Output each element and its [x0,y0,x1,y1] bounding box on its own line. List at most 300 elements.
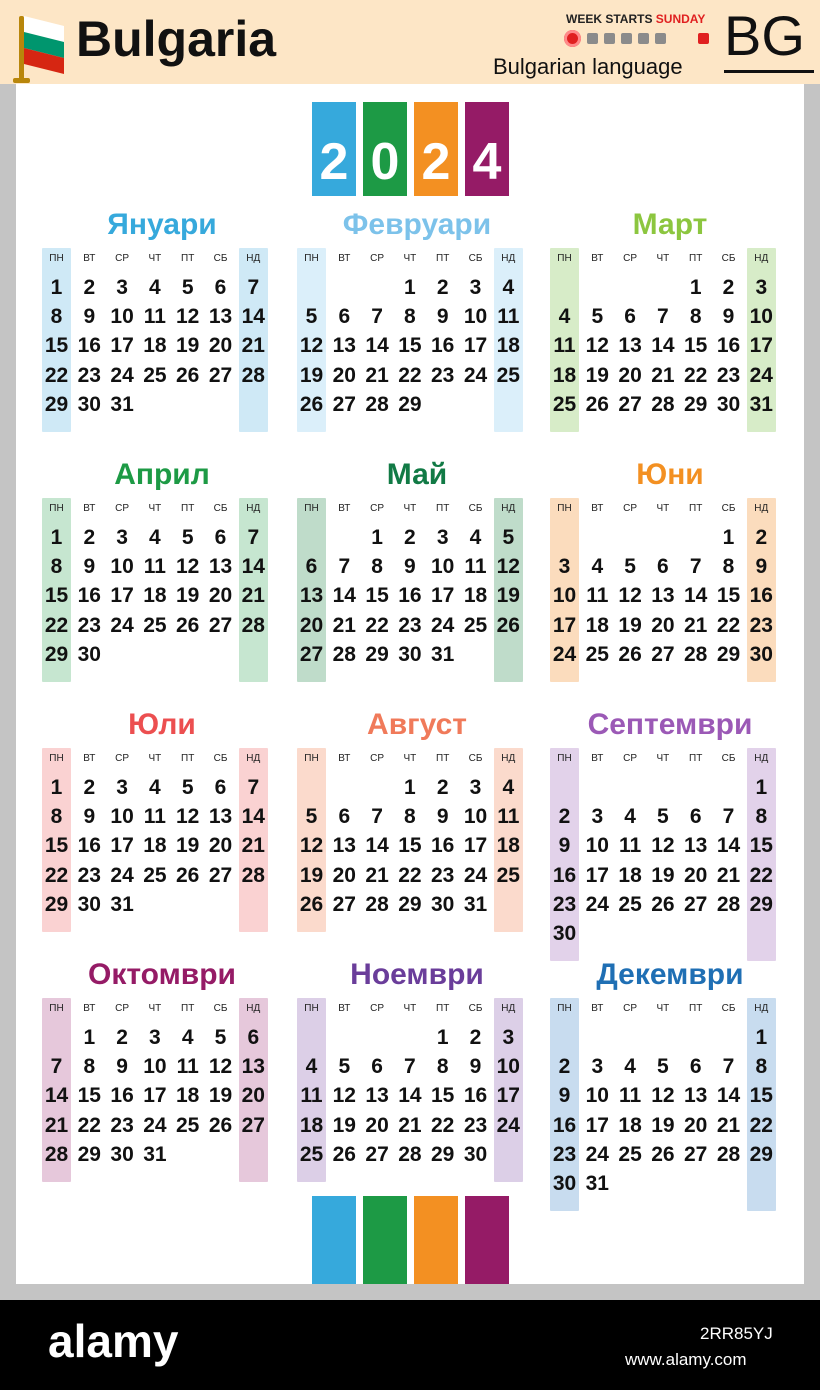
day-number: 24 [585,1142,609,1166]
day-number: 24 [143,1113,167,1137]
day-number: 26 [208,1113,233,1137]
day-number: 3 [591,805,604,829]
day-number: 13 [332,834,356,858]
weekday-header: НД [246,253,261,264]
day-number: 11 [143,805,166,829]
day-number: 18 [618,863,642,887]
bulgarian-flag-icon [24,16,64,74]
frame-right [804,84,820,1300]
day-number: 19 [332,1113,356,1137]
weekday-header: ПТ [181,1003,195,1014]
weekday-header: СБ [468,503,483,514]
day-number: 12 [176,555,200,579]
weekday-header: ВТ [83,503,96,514]
day-number: 20 [208,334,233,358]
weekday-header: ПТ [689,503,703,514]
weekday-header: НД [246,503,261,514]
day-number: 11 [176,1055,199,1079]
day-number: 17 [110,334,134,358]
day-number: 9 [469,1055,482,1079]
day-number: 6 [214,776,227,799]
day-number: 3 [558,555,571,579]
year-digit: 4 [465,102,509,196]
day-number: 12 [618,584,642,608]
weekday-header: СР [115,1003,130,1014]
day-number: 29 [365,642,389,666]
weekday-header: ПТ [436,1003,450,1014]
year-digit: 0 [363,102,407,196]
day-number: 17 [110,834,134,858]
day-number: 9 [83,555,96,579]
day-number: 27 [208,363,233,387]
day-number: 27 [241,1113,265,1137]
day-number: 24 [110,613,134,637]
day-number: 30 [110,1142,134,1166]
weekday-header: НД [501,503,516,514]
day-number: 20 [332,363,356,387]
weekday-header: НД [501,1003,516,1014]
day-number: 19 [651,1113,675,1137]
day-number: 9 [755,555,768,579]
day-number: 23 [110,1113,134,1137]
month-name: Юли [128,708,196,741]
day-number: 16 [398,584,422,608]
day-number: 29 [44,392,69,416]
day-number: 10 [585,1084,609,1108]
weekday-header: ПТ [436,503,450,514]
month-name: Ноември [350,958,484,991]
day-number: 8 [371,555,383,579]
day-number: 7 [689,555,702,579]
day-number: 7 [722,1055,735,1079]
weekday-header: ЧТ [656,503,670,514]
day-number: 29 [44,642,69,666]
day-number: 15 [398,834,422,858]
weekday-header: СР [370,253,385,264]
weekday-header: ПН [49,1003,64,1014]
day-number: 14 [241,805,265,829]
day-number: 14 [398,1084,422,1108]
day-number: 24 [463,863,488,887]
weekday-header: ПН [304,1003,319,1014]
day-number: 9 [83,305,96,329]
day-number: 23 [716,363,741,387]
weekday-header: ЧТ [148,1003,162,1014]
day-number: 22 [398,863,422,887]
day-number: 17 [585,863,609,887]
day-number: 1 [436,1026,449,1049]
day-number: 30 [398,642,422,666]
weekday-header: ПН [304,253,319,264]
month-name: Август [367,708,467,741]
site-url: www.alamy.com [625,1350,747,1369]
day-number: 15 [431,1084,455,1108]
day-number: 28 [365,392,389,416]
day-number: 14 [241,555,265,579]
week-dot [638,33,649,44]
day-number: 1 [755,1026,768,1049]
day-number: 20 [651,613,675,637]
day-number: 15 [398,334,422,358]
day-number: 9 [436,305,449,329]
day-number: 11 [618,834,642,858]
day-number: 30 [749,642,773,666]
day-number: 12 [208,1055,233,1079]
day-number: 22 [44,863,69,887]
week-starts-label [566,12,705,26]
day-number: 25 [143,363,167,387]
day-number: 23 [431,363,455,387]
weekday-header: ВТ [591,753,604,764]
week-starts-day: SUNDAY [655,12,706,26]
day-number: 8 [436,1055,449,1079]
weekday-header: ВТ [338,503,351,514]
day-number: 28 [651,392,675,416]
day-number: 18 [496,334,520,358]
day-number: 16 [431,334,455,358]
weekday-header: ПН [49,253,64,264]
day-number: 6 [305,555,318,579]
day-number: 5 [181,526,194,549]
day-number: 7 [247,276,260,299]
day-number: 15 [44,334,69,358]
week-dot [698,33,709,44]
day-number: 28 [398,1142,422,1166]
day-number: 14 [365,334,389,358]
day-number: 23 [431,863,455,887]
day-number: 30 [716,392,741,416]
bottom-color-block [414,1196,458,1284]
weekday-header: СР [115,753,130,764]
day-number: 14 [241,305,265,329]
day-number: 18 [143,334,167,358]
day-number: 27 [332,892,356,916]
week-starts-prefix: WEEK STARTS [566,12,656,26]
day-number: 22 [684,363,708,387]
day-number: 20 [208,834,233,858]
month-block [42,708,282,948]
month-name: Април [114,458,210,491]
weekday-header: ПТ [436,253,450,264]
day-number: 26 [496,613,520,637]
day-number: 29 [44,892,69,916]
day-number: 14 [716,834,741,858]
day-number: 15 [44,584,69,608]
day-number: 7 [338,555,351,579]
weekday-header: ПТ [181,253,195,264]
day-number: 17 [496,1084,520,1108]
day-number: 18 [552,363,577,387]
bottom-color-block [363,1196,407,1284]
day-number: 1 [404,776,416,799]
day-number: 31 [110,892,134,916]
day-number: 25 [143,863,167,887]
day-number: 13 [684,1084,708,1108]
day-number: 24 [552,642,577,666]
day-number: 30 [431,892,455,916]
day-number: 12 [176,805,200,829]
day-number: 21 [241,584,265,608]
day-number: 7 [371,805,383,829]
day-number: 17 [552,613,577,637]
day-number: 17 [463,834,488,858]
day-number: 10 [110,805,134,829]
day-number: 7 [404,1055,416,1079]
day-number: 14 [332,584,356,608]
day-number: 8 [404,305,416,329]
day-number: 28 [241,613,265,637]
day-number: 31 [110,392,134,416]
weekday-header: ПН [304,753,319,764]
weekday-header: СР [623,503,638,514]
weekday-header: СР [623,753,638,764]
day-number: 21 [398,1113,422,1137]
day-number: 31 [431,642,455,666]
day-number: 19 [176,334,200,358]
weekday-header: ВТ [338,253,351,264]
day-number: 3 [469,276,482,299]
day-number: 28 [684,642,708,666]
day-number: 5 [657,805,669,829]
day-number: 1 [50,526,63,549]
day-number: 12 [332,1084,356,1108]
weekday-header: ЧТ [656,253,670,264]
day-number: 6 [214,526,227,549]
day-number: 24 [749,363,773,387]
weekday-header: СР [370,503,385,514]
weekday-header: НД [754,753,769,764]
weekday-header: ЧТ [148,503,162,514]
month-block [550,208,790,448]
weekday-header: СБ [721,253,736,264]
weekday-header: СБ [721,503,736,514]
day-number: 9 [83,805,96,829]
day-number: 20 [365,1113,389,1137]
day-number: 2 [83,526,96,549]
country-title: Bulgaria [76,11,277,67]
country-code-underline [724,70,814,73]
month-block [42,458,282,698]
day-number: 26 [176,613,200,637]
day-number: 16 [552,863,577,887]
day-number: 25 [496,863,520,887]
day-number: 28 [716,892,741,916]
weekday-header: ЧТ [148,253,162,264]
weekday-header: ПН [49,503,64,514]
day-number: 1 [722,526,735,549]
day-number: 30 [552,922,577,945]
day-number: 6 [338,805,351,829]
day-number: 7 [722,805,735,829]
day-number: 9 [436,805,449,829]
day-number: 4 [502,776,515,799]
day-number: 29 [398,392,422,416]
image-id: 2RR85YJ [700,1324,773,1343]
day-number: 4 [305,1055,318,1079]
day-number: 19 [299,363,324,387]
day-number: 30 [552,1172,577,1195]
day-number: 11 [143,555,166,579]
weekday-header: ПН [557,1003,572,1014]
day-number: 13 [618,334,642,358]
week-dot [587,33,598,44]
country-code: BG [724,4,805,67]
day-number: 2 [722,276,735,299]
weekday-header: НД [754,253,769,264]
day-number: 11 [497,305,520,329]
weekday-header: ЧТ [403,1003,417,1014]
day-number: 15 [77,1084,101,1108]
day-number: 6 [371,1055,383,1079]
day-number: 12 [299,834,324,858]
day-number: 12 [651,834,675,858]
day-number: 1 [50,276,63,299]
day-number: 19 [208,1084,233,1108]
day-number: 19 [299,863,324,887]
day-number: 5 [181,776,194,799]
day-number: 27 [208,863,233,887]
day-number: 10 [110,555,134,579]
day-number: 29 [431,1142,455,1166]
day-number: 12 [299,334,324,358]
day-number: 4 [149,276,161,299]
day-number: 4 [624,805,636,829]
day-number: 8 [722,555,735,579]
day-number: 1 [83,1026,96,1049]
day-number: 22 [44,613,69,637]
day-number: 1 [404,276,416,299]
day-number: 20 [684,863,708,887]
day-number: 10 [463,305,488,329]
day-number: 21 [241,834,265,858]
day-number: 29 [749,892,773,916]
day-number: 25 [299,1142,324,1166]
day-number: 16 [77,334,101,358]
day-number: 10 [143,1055,167,1079]
day-number: 18 [143,834,167,858]
day-number: 19 [618,613,642,637]
day-number: 27 [684,892,708,916]
year-title [312,102,512,196]
day-number: 6 [689,1055,702,1079]
day-number: 3 [755,276,768,299]
day-number: 18 [496,834,520,858]
day-number: 10 [749,305,773,329]
day-number: 5 [624,555,636,579]
day-number: 25 [618,1142,642,1166]
day-number: 10 [552,584,577,608]
weekday-header: СБ [721,753,736,764]
weekday-header: НД [246,1003,261,1014]
day-number: 24 [463,363,488,387]
day-number: 19 [176,584,200,608]
day-number: 1 [689,276,702,299]
day-number: 11 [464,555,487,579]
year-digit: 2 [312,102,356,196]
day-number: 26 [176,363,200,387]
weekday-header: НД [754,1003,769,1014]
day-number: 21 [241,334,265,358]
day-number: 4 [624,1055,636,1079]
day-number: 13 [684,834,708,858]
week-dot [604,33,615,44]
day-number: 15 [44,834,69,858]
weekday-header: ВТ [83,253,96,264]
day-number: 10 [496,1055,520,1079]
month-name: Октомври [88,958,236,991]
month-block [42,958,282,1198]
weekday-header: ЧТ [403,253,417,264]
day-number: 26 [618,642,642,666]
weekday-header: СБ [721,1003,736,1014]
day-number: 4 [469,526,482,549]
day-number: 22 [716,613,741,637]
weekday-header: ВТ [591,253,604,264]
day-number: 18 [618,1113,642,1137]
day-number: 24 [585,892,609,916]
month-name: Септември [587,708,753,741]
day-number: 15 [749,1084,773,1108]
day-number: 29 [398,892,422,916]
day-number: 3 [469,776,482,799]
day-number: 27 [651,642,675,666]
day-number: 16 [463,1084,488,1108]
weekday-header: СР [115,253,130,264]
day-number: 29 [684,392,708,416]
weekday-header: СР [370,753,385,764]
day-number: 21 [716,863,741,887]
day-number: 7 [50,1055,63,1079]
day-number: 5 [305,805,318,829]
weekday-header: ЧТ [403,503,417,514]
day-number: 27 [208,613,233,637]
day-number: 22 [431,1113,455,1137]
day-number: 18 [143,584,167,608]
weekday-header: СР [370,1003,385,1014]
day-number: 22 [365,613,389,637]
day-number: 27 [299,642,324,666]
day-number: 26 [299,392,324,416]
day-number: 11 [553,334,576,358]
day-number: 8 [50,305,63,329]
day-number: 10 [585,834,609,858]
day-number: 31 [585,1172,609,1195]
day-number: 25 [585,642,609,666]
day-number: 17 [431,584,455,608]
day-number: 13 [241,1055,265,1079]
day-number: 3 [116,776,128,799]
weekday-header: ПН [49,753,64,764]
day-number: 24 [110,863,134,887]
day-number: 10 [110,305,134,329]
day-number: 16 [552,1113,577,1137]
day-number: 6 [624,305,636,329]
weekday-header: ВТ [591,503,604,514]
day-number: 9 [404,555,416,579]
day-number: 30 [77,392,101,416]
weekday-header: ВТ [338,1003,351,1014]
weekday-header: СР [115,503,130,514]
day-number: 16 [431,834,455,858]
day-number: 23 [552,1142,577,1166]
day-number: 20 [684,1113,708,1137]
day-number: 23 [77,363,101,387]
weekday-header: ПТ [181,503,195,514]
day-number: 20 [208,584,233,608]
day-number: 31 [749,392,773,416]
day-number: 13 [651,584,675,608]
day-number: 25 [496,363,520,387]
